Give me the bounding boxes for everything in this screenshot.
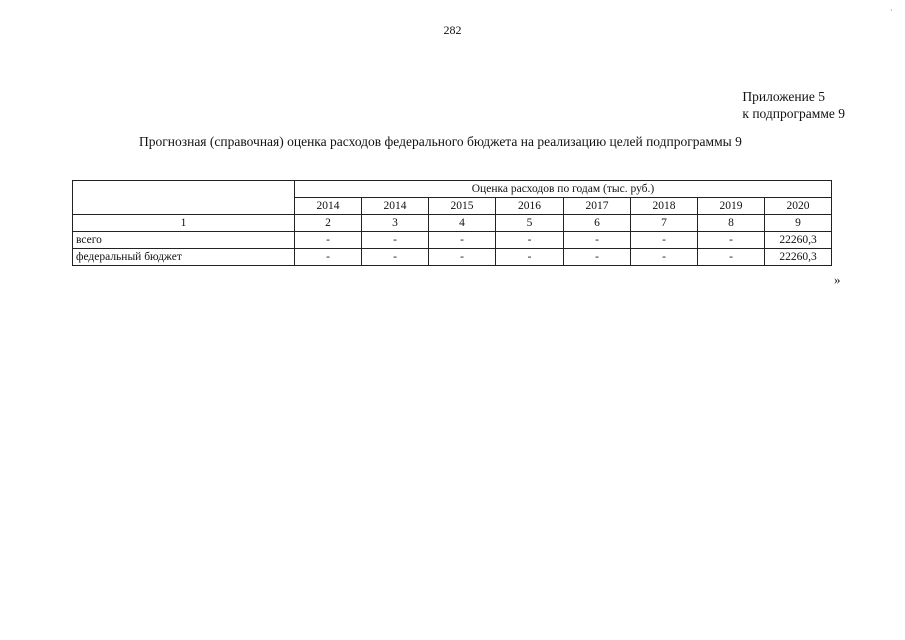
column-number-cell: 7 [631, 215, 698, 232]
value-cell: - [295, 232, 362, 249]
column-number-row [73, 215, 832, 232]
page-number: 282 [443, 23, 462, 37]
value-cell: - [429, 249, 496, 266]
column-number-cell: 6 [564, 215, 631, 232]
corner-mark: · [890, 6, 893, 15]
column-number-cell: 5 [496, 215, 564, 232]
year-header-cell: 2019 [698, 198, 765, 215]
appendix-line-2: к подпрограмме 9 [742, 106, 845, 121]
appendix-line-1: Приложение 5 [742, 89, 825, 104]
column-number-cell: 3 [362, 215, 429, 232]
year-header-cell: 2015 [429, 198, 496, 215]
value-cell: 22260,3 [765, 249, 832, 266]
column-number-cell: 4 [429, 215, 496, 232]
budget-table [72, 180, 832, 266]
year-header-cell: 2014 [295, 198, 362, 215]
value-cell: - [564, 249, 631, 266]
year-header-cell: 2014 [362, 198, 429, 215]
year-header-cell: 2016 [496, 198, 564, 215]
column-number-cell: 9 [765, 215, 832, 232]
value-cell: - [631, 249, 698, 266]
table-header-row-1 [73, 181, 832, 198]
row-label-header-cell [73, 181, 295, 215]
value-cell: - [429, 232, 496, 249]
appendix-note [742, 88, 845, 122]
column-number-cell: 1 [73, 215, 295, 232]
value-cell: - [362, 232, 429, 249]
value-cell: 22260,3 [765, 232, 832, 249]
value-cell: - [631, 232, 698, 249]
row-label: всего [73, 232, 295, 249]
value-cell: - [698, 232, 765, 249]
table-row-total [73, 232, 832, 249]
value-cell: - [295, 249, 362, 266]
table-row-federal [73, 249, 832, 266]
value-cell: - [698, 249, 765, 266]
column-number-cell: 2 [295, 215, 362, 232]
group-header-cell: Оценка расходов по годам (тыс. руб.) [295, 181, 832, 198]
value-cell: - [496, 232, 564, 249]
value-cell: - [496, 249, 564, 266]
year-header-cell: 2017 [564, 198, 631, 215]
document-title: Прогнозная (справочная) оценка расходов федерального бюджета на реализацию целей подпрограммы 9 [139, 134, 742, 149]
year-header-cell: 2018 [631, 198, 698, 215]
value-cell: - [362, 249, 429, 266]
column-number-cell: 8 [698, 215, 765, 232]
value-cell: - [564, 232, 631, 249]
year-header-cell: 2020 [765, 198, 832, 215]
closing-quote: » [834, 272, 841, 287]
row-label: федеральный бюджет [73, 249, 295, 266]
